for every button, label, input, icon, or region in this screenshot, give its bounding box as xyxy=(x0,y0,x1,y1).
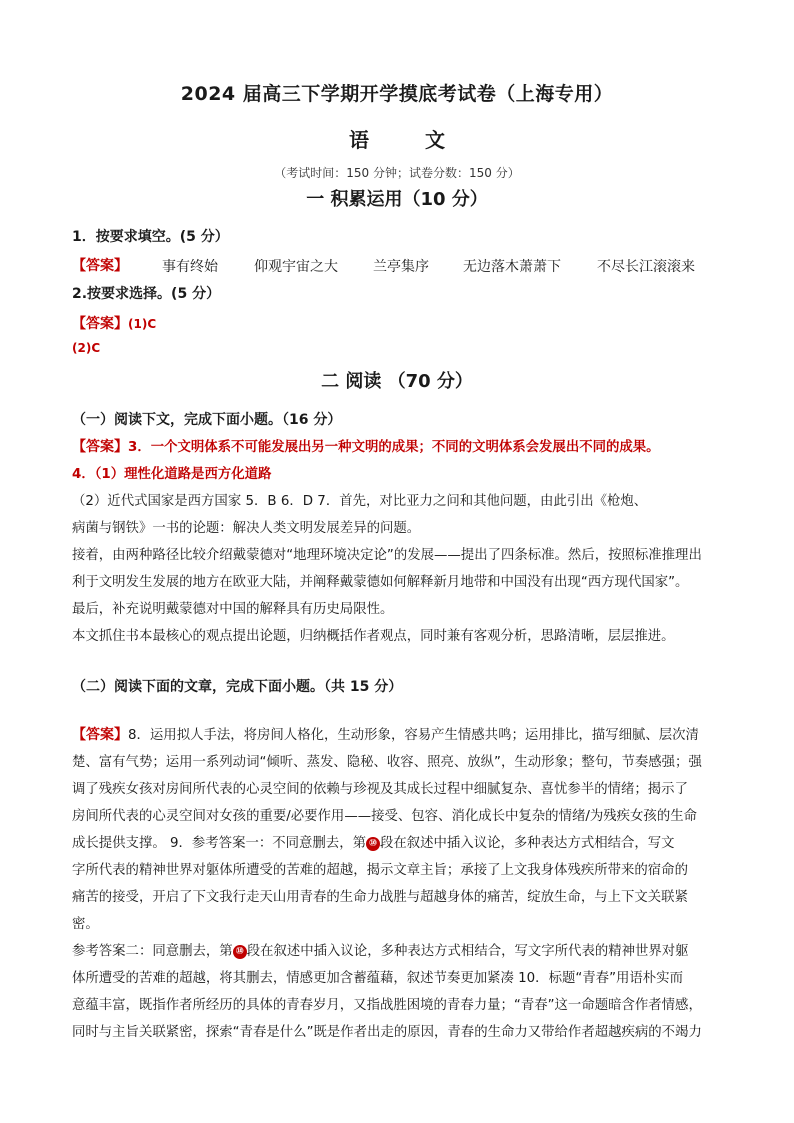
answer-tag: 【答案】 xyxy=(72,316,128,332)
reading-part-2-answer xyxy=(72,722,724,1046)
question-1-heading: 1．按要求填空。(5 分） xyxy=(72,229,229,245)
answer-line: 调了残疾女孩对房间所代表的心灵空间的依赖与珍视及其成长过程中细腻复杂、喜忧参半的情绪；揭示了 xyxy=(72,782,688,797)
answer-line: 房间所代表的心灵空间对女孩的重要/必要作用——接受、包容、消化成长中复杂的情绪/为残疾女孩的生命 xyxy=(72,809,697,824)
q1-blank-2: 仰观宇宙之大 xyxy=(254,259,338,275)
question-1-answer xyxy=(72,255,128,275)
question-2-answer xyxy=(72,313,156,333)
answer-line: 同时与主旨关联紧密，探索“青春是什么”既是作者出走的原因，青春的生命力又带给作者超越疾病的不竭力 xyxy=(72,1025,702,1040)
subject-char-1: 语 xyxy=(349,128,369,152)
section-2-heading: 二 阅读 （70 分） xyxy=(321,371,473,392)
question-2-heading: 2.按要求选择。(5 分） xyxy=(72,286,221,302)
answer-line: 字所代表的精神世界对躯体所遭受的苦难的超越，揭示文章主旨；承接了上文我身体残疾所带来的宿命的 xyxy=(72,863,688,878)
answer-line: 痛苦的接受，开启了下文我行走天山用青春的生命力战胜与超越身体的痛苦，绽放生命，与上下文关联紧 xyxy=(72,890,688,905)
answer-line: 接着，由两种路径比较介绍戴蒙德对“地理环境决定论”的发展——提出了四条标准。然后，按照标准推理出 xyxy=(72,548,702,563)
answer-line: 病菌与钢铁》一书的论题：解决人类文明发展差异的问题。 xyxy=(72,521,421,536)
exam-meta: （考试时间：150 分钟；试卷分数：150 分） xyxy=(274,166,520,180)
answer-line: 最后，补充说明戴蒙德对中国的解释具有历史局限性。 xyxy=(72,602,394,617)
answer-line: 利于文明发生发展的地方在欧亚大陆，并阐释戴蒙德如何解释新月地带和中国没有出现“西方现代国家”。 xyxy=(72,575,689,590)
section-1-heading: 一 积累运用（10 分） xyxy=(306,189,488,210)
subject-heading xyxy=(0,124,794,153)
q1-blank-3: 兰亭集序 xyxy=(373,259,429,275)
answer-tag: 【答案】 xyxy=(72,727,128,743)
answer-line: 本文抓住书本最核心的观点提出论题，归纳概括作者观点，同时兼有客观分析，思路清晰，层层推进。 xyxy=(72,629,675,644)
q2-answer-2: (2)C xyxy=(72,341,101,355)
subject-char-2: 文 xyxy=(425,128,445,152)
reading-part-1-heading: （一）阅读下文，完成下面小题。（16 分） xyxy=(72,412,342,428)
reading-part-2-heading: （二）阅读下面的文章，完成下面小题。（共 15 分） xyxy=(72,679,403,695)
answer-line: 楚、富有气势；运用一系列动词“倾听、蒸发、隐秘、收容、照亮、放纵”，生动形象；整句，节奏感强；强 xyxy=(72,755,702,770)
answer-line: 【答案】3．一个文明体系不可能发展出另一种文明的成果；不同的文明体系会发展出不同的成果。 xyxy=(72,439,660,455)
answer-tag: 【答案】 xyxy=(72,258,128,274)
answer-line: 体所遭受的苦难的超越，将其删去，情感更加含蓄蕴藉，叙述节奏更加紧凑 10．标题“青春”用语朴实而 xyxy=(72,971,683,986)
reading-part-1-answer xyxy=(72,434,724,650)
q2-answer-1: (1)C xyxy=(128,317,157,331)
document-title: 2024 届高三下学期开学摸底考试卷（上海专用） xyxy=(180,83,614,105)
answer-line: 4．（1）理性化道路是西方化道路 xyxy=(72,467,272,482)
answer-line: 【答案】8．运用拟人手法，将房间人格化，生动形象，容易产生情感共鸣；运用排比，描写细腻、层次清 xyxy=(72,727,699,743)
answer-line: 意蕴丰富，既指作者所经历的具体的青春岁月，又指战胜困境的青春力量；“青春”这一命题暗含作者情感， xyxy=(72,998,702,1013)
paragraph-10-marker: ⑩ xyxy=(233,945,247,959)
q1-blank-5: 不尽长江滚滚来 xyxy=(597,259,695,275)
q1-blank-4: 无边落木萧萧下 xyxy=(463,259,561,275)
answer-line: 参考答案二：同意删去，第 ⑩ 段在叙述中插入议论，多种表达方式相结合，写文字所代表的精神世界对躯 xyxy=(72,944,689,959)
q1-blank-1: 事有终始 xyxy=(162,259,218,275)
answer-line: 成长提供支撑。 9．参考答案一：不同意删去，第 ⑩ 段在叙述中插入议论，多种表达方式相结合，写文 xyxy=(72,836,675,851)
paragraph-10-marker: ⑩ xyxy=(366,837,380,851)
answer-tag: 【答案】 xyxy=(72,439,128,455)
answer-line: （2）近代式国家是西方国家 5．B 6．D 7．首先，对比亚力之问和其他问题，由此引出《枪炮、 xyxy=(72,494,648,509)
answer-line: 密。 xyxy=(72,917,99,932)
